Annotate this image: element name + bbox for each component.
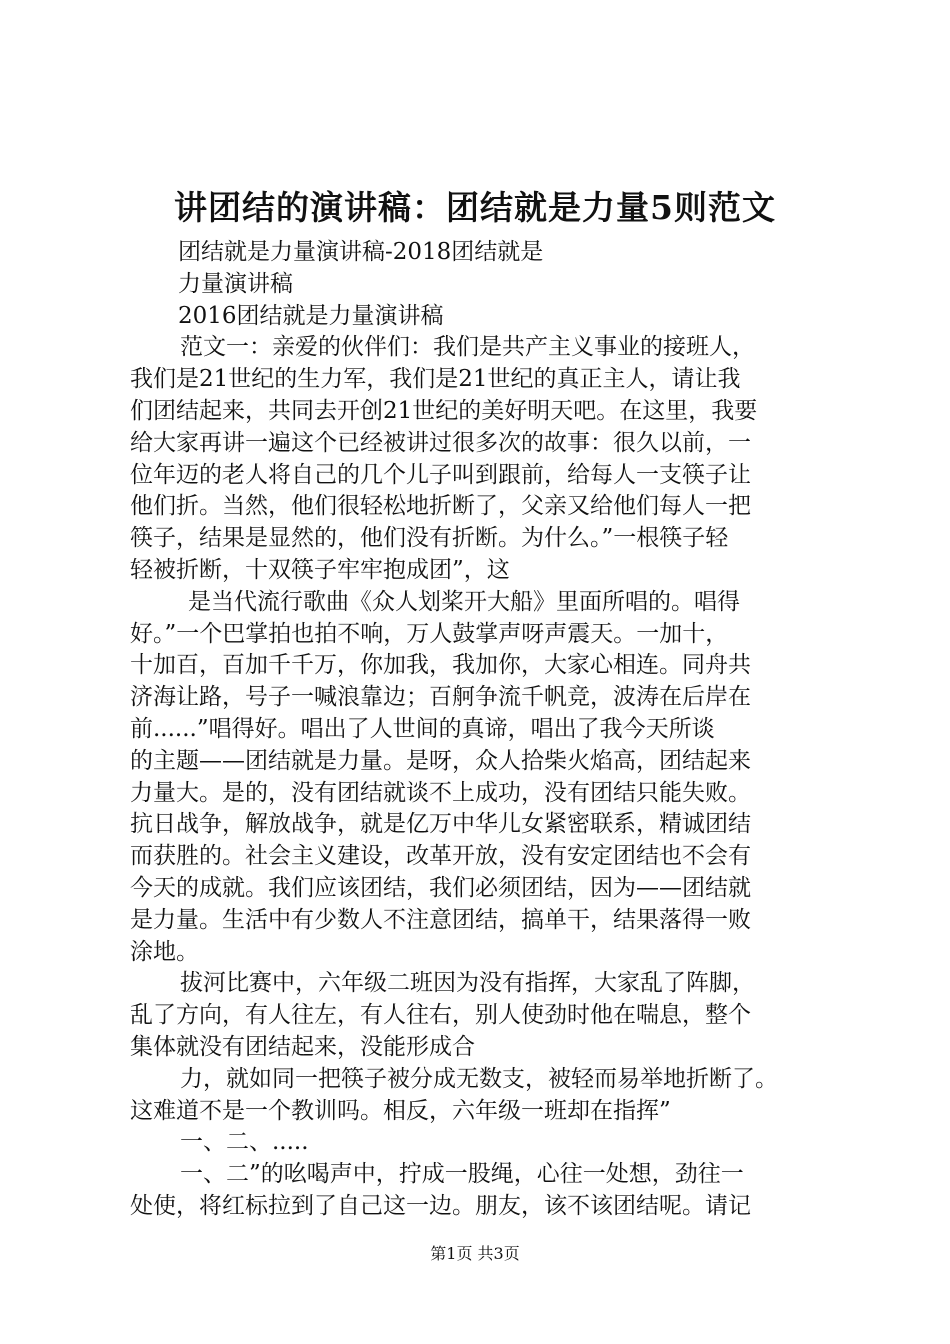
text-line: 他们折。当然，他们很轻松地折断了，父亲又给他们每人一把: [130, 493, 751, 520]
page-footer: 第1页 共3页: [430, 1244, 520, 1263]
text-line: 力量演讲稿: [178, 270, 293, 297]
text-line: 们团结起来，共同去开创21世纪的美好明天吧。在这里，我要: [130, 397, 758, 424]
text-line: 而获胜的。社会主义建设，改革开放，没有安定团结也不会有: [130, 843, 751, 870]
text-line: 一、二、.....: [180, 1129, 309, 1156]
text-line: 是力量。生活中有少数人不注意团结，搞单干，结果落得一败: [130, 906, 751, 933]
text-line: 的主题——团结就是力量。是呀，众人拾柴火焰高，团结起来: [130, 747, 751, 774]
text-line: 轻被折断，十双筷子牢牢抱成团”，这: [130, 556, 510, 583]
text-line: 拔河比赛中，六年级二班因为没有指挥，大家乱了阵脚，: [180, 970, 755, 997]
text-line: 团结就是力量演讲稿-2018团结就是: [178, 239, 544, 265]
text-line: 抗日战争，解放战争，就是亿万中华儿女紧密联系，精诚团结: [130, 811, 751, 838]
text-line: 十加百，百加千千万，你加我，我加你，大家心相连。同舟共: [130, 652, 751, 679]
document-title: 讲团结的演讲稿：团结就是力量5则范文: [174, 188, 776, 227]
text-line: 力量大。是的，没有团结就谈不上成功，没有团结只能失败。: [130, 779, 751, 806]
text-line: 给大家再讲一遍这个已经被讲过很多次的故事：很久以前，一: [130, 429, 751, 456]
text-line: 这难道不是一个教训吗。相反，六年级一班却在指挥”: [130, 1097, 671, 1124]
text-line: 2016团结就是力量演讲稿: [178, 302, 444, 329]
document-body: [130, 237, 830, 1223]
text-line: 范文一：亲爱的伙伴们：我们是共产主义事业的接班人，: [180, 334, 755, 361]
text-line: 乱了方向，有人往左，有人往右，别人使劲时他在喘息，整个: [130, 1002, 751, 1029]
text-line: 涂地。: [130, 938, 199, 965]
text-line: 前......”唱得好。唱出了人世间的真谛，唱出了我今天所谈: [130, 715, 715, 742]
text-line: 济海让路，号子一喊浪靠边；百舸争流千帆竞，波涛在后岸在: [130, 684, 751, 711]
text-line: 集体就没有团结起来，没能形成合: [130, 1033, 475, 1060]
text-line: 今天的成就。我们应该团结，我们必须团结，因为——团结就: [130, 874, 751, 901]
text-line: 一、二”的吆喝声中，拧成一股绳，心往一处想，劲往一: [180, 1161, 744, 1188]
text-line: 位年迈的老人将自己的几个儿子叫到跟前，给每人一支筷子让: [130, 461, 751, 488]
text-line: 筷子，结果是显然的，他们没有折断。为什么。”一根筷子轻: [130, 525, 729, 552]
text-line: 我们是21世纪的生力军，我们是21世纪的真正主人，请让我: [130, 366, 741, 393]
text-line: 是当代流行歌曲《众人划桨开大船》里面所唱的。唱得: [188, 588, 740, 615]
text-line: 力，就如同一把筷子被分成无数支，被轻而易举地折断了。: [180, 1065, 778, 1092]
text-line: 处使，将红标拉到了自己这一边。朋友，该不该团结呢。请记: [130, 1192, 751, 1219]
text-line: 好。”一个巴掌拍也拍不响，万人鼓掌声呀声震天。一加十，: [130, 620, 729, 647]
